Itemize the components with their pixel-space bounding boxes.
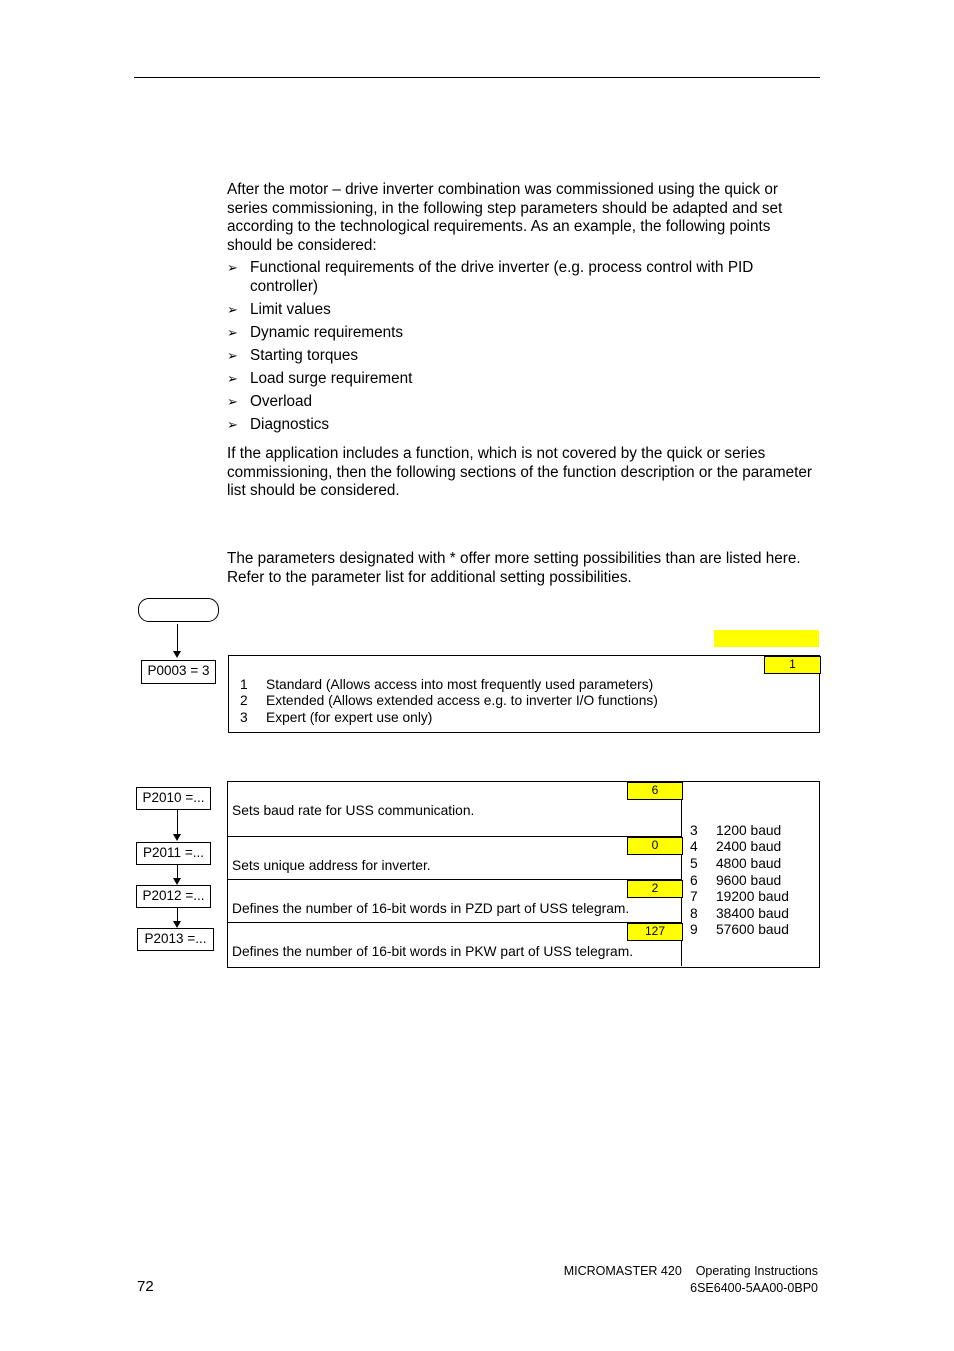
intro-paragraph: After the motor – drive inverter combination was commissioned using the quick or series commissioning, in the following step parameters should be adapted and set according to the technological requirements. As an example, the following points should be considered: (227, 181, 783, 254)
list-item: ➢ Starting torques (227, 346, 358, 364)
p2013-label: P2013 =... (137, 928, 214, 951)
table-row-divider (227, 879, 681, 880)
flow-connector (177, 809, 178, 835)
p0003-label: P0003 = 3 (141, 660, 216, 684)
arrow-bullet-icon: ➢ (227, 417, 238, 433)
p2012-description: Defines the number of 16-bit words in PZD part of USS telegram. (232, 901, 630, 916)
list-item: ➢ Functional requirements of the drive inverter (e.g. process control with PID controller) (227, 259, 754, 295)
p0003-option: 3 Expert (for expert use only) (240, 710, 433, 725)
p2011-label: P2011 =... (136, 842, 211, 865)
baud-rate-item: 5 4800 baud (690, 856, 782, 871)
arrow-down-icon (173, 921, 181, 928)
p2011-description: Sets unique address for inverter. (232, 858, 431, 873)
list-item: ➢ Load surge requirement (227, 369, 413, 387)
table-row-divider (227, 922, 681, 923)
parameters-note: The parameters designated with * offer more setting possibilities than are listed here. Refer to the parameter list for additional setting possibilities. (227, 550, 801, 586)
p2012-label: P2012 =... (136, 885, 211, 908)
flow-connector (177, 624, 178, 652)
requirements-list (227, 259, 819, 439)
flow-connector (177, 907, 178, 922)
list-item: ➢ Dynamic requirements (227, 323, 404, 341)
baud-rate-item: 8 38400 baud (690, 906, 789, 921)
arrow-bullet-icon: ➢ (227, 301, 238, 317)
p2010-label: P2010 =... (136, 787, 211, 810)
p0003-default: 1 (764, 656, 821, 674)
arrow-bullet-icon: ➢ (227, 260, 238, 275)
arrow-bullet-icon: ➢ (227, 393, 238, 409)
header-rule (134, 77, 820, 78)
list-item: ➢ Diagnostics (227, 416, 330, 434)
p2013-default: 127 (627, 923, 683, 941)
flow-connector (177, 864, 178, 879)
arrow-bullet-icon: ➢ (227, 370, 238, 386)
list-item: ➢ Overload (227, 392, 313, 410)
highlight-bar (714, 630, 819, 647)
p0003-option: 1 Standard (Allows access into most frequently used parameters) (240, 677, 654, 692)
arrow-down-icon (173, 834, 181, 841)
arrow-down-icon (173, 651, 181, 658)
baud-rate-item: 4 2400 baud (690, 839, 782, 854)
p2013-description: Defines the number of 16-bit words in PKW part of USS telegram. (232, 944, 634, 959)
p2011-default: 0 (627, 837, 683, 855)
p2010-default: 6 (627, 782, 683, 800)
p2010-description: Sets baud rate for USS communication. (232, 803, 475, 818)
baud-rate-item: 6 9600 baud (690, 873, 782, 888)
arrow-down-icon (173, 878, 181, 885)
page-number: 72 (137, 1278, 154, 1295)
baud-rate-item: 9 57600 baud (690, 922, 789, 937)
baud-rate-item: 7 19200 baud (690, 889, 789, 904)
p2012-default: 2 (627, 880, 683, 898)
baud-rate-item: 3 1200 baud (690, 823, 782, 838)
arrow-bullet-icon: ➢ (227, 347, 238, 363)
table-row-divider (227, 836, 681, 837)
footer-order-number: 6SE6400-5AA00-0BP0 (690, 1281, 818, 1295)
p0003-option: 2 Extended (Allows extended access e.g. to inverter I/O functions) (240, 693, 658, 708)
list-item: ➢ Limit values (227, 300, 331, 318)
flow-start-oval (138, 598, 219, 622)
footer-title: MICROMASTER 420 Operating Instructions (563, 1264, 818, 1278)
application-note: If the application includes a function, which is not covered by the quick or series commissioning, then the following sections of the function description or the parameter list should be considered. (227, 445, 812, 499)
arrow-bullet-icon: ➢ (227, 324, 238, 340)
